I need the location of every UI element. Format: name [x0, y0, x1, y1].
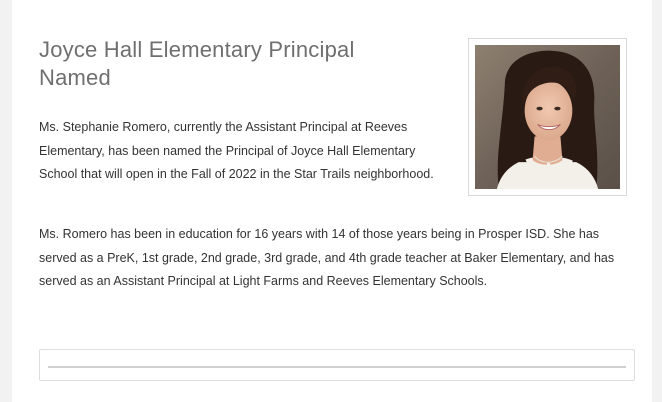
intro-paragraph: Ms. Stephanie Romero, currently the Assistant Principal at Reeves Elementary, has been named the Principal of Joyce Hall Elementary School that will open in the Fall of 2022 in the Star Trails neighborhood. [39, 120, 434, 181]
article-card [12, 0, 652, 402]
background-paragraph: Ms. Romero has been in education for 16 years with 14 of those years being in Prosper ISD. She has served as a PreK, 1st grade, 2nd grade, 3rd grade, and 4th grade teacher at Baker Elementary, and has served as an Assistant Principal at Light Farms and Reeves Elementary Schools. [39, 227, 615, 288]
article-title: Joyce Hall Elementary Principal Named [39, 37, 355, 90]
principal-photo [475, 45, 620, 189]
divider-line [48, 366, 626, 368]
principal-photo-frame [468, 38, 627, 196]
comment-box[interactable] [39, 349, 635, 381]
